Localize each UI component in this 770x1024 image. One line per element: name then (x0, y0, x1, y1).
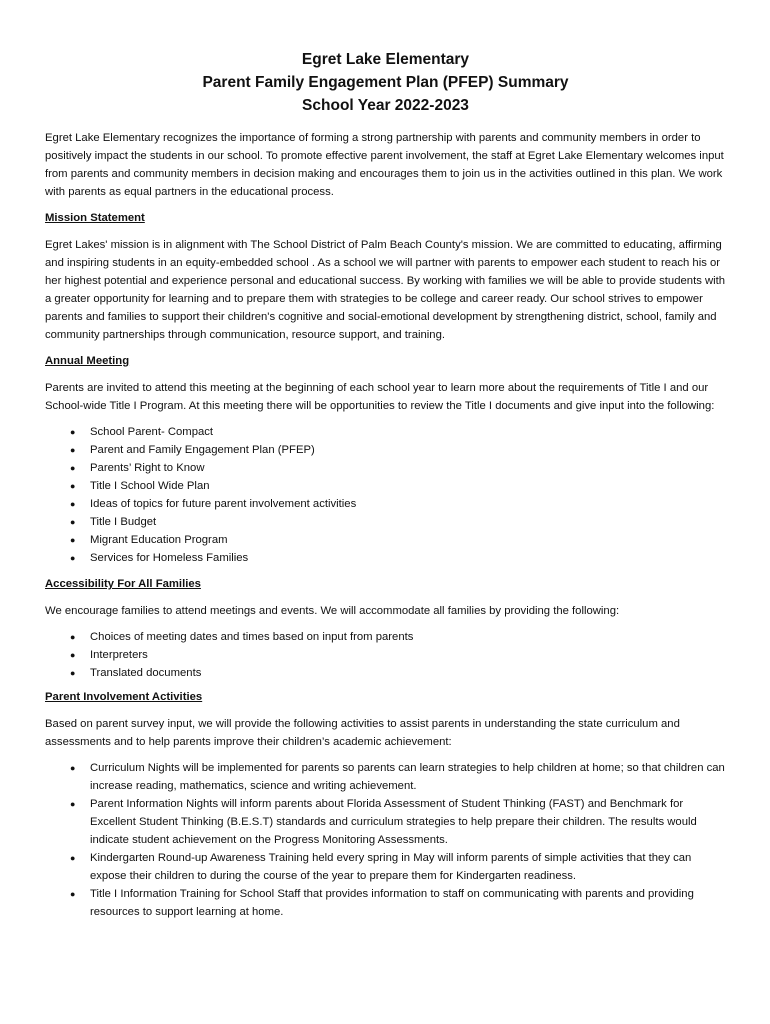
mission-heading: Mission Statement (45, 212, 145, 224)
bullet-icon: ● (70, 481, 76, 491)
annual-meeting-list (45, 423, 726, 567)
list-item: ● Parents’ Right to Know (45, 459, 726, 477)
mission-paragraph: Egret Lakes' mission is in alignment with The School District of Palm Beach County's mission. We are committed to educating, affirming and inspiring students in an equity-embedded school . As a school we will partner with parents to empower each student to reach his or her highest potential and experience personal and educational success. By working with families we will be able to provide students with a greater opportunity for learning and to prepare them with strategies to be college and career ready. Our school strives to empower parents and families to support their children's cognitive and social-emotional development by strengthening district, school, family and community partnerships through communication, resource support, and training. (45, 239, 726, 341)
bullet-icon: ● (70, 499, 76, 509)
bullet-icon: ● (70, 889, 76, 899)
school-name: Egret Lake Elementary (301, 51, 470, 68)
bullet-icon: ● (70, 427, 76, 437)
activities-heading: Parent Involvement Activities (45, 691, 203, 703)
accessibility-heading: Accessibility For All Families (45, 578, 201, 590)
list-item: ● Services for Homeless Families (45, 549, 726, 567)
bullet-icon: ● (70, 535, 76, 545)
list-item: ● Choices of meeting dates and times based on input from parents (45, 628, 726, 646)
intro-paragraph: Egret Lake Elementary recognizes the importance of forming a strong partnership with parents and community members in order to positively impact the students in our school. To promote effective parent involvement, the staff at Egret Lake Elementary welcomes input from parents and community members in decision making and encourages them to join us in the activities outlined in this plan. We work with parents as equal partners in the educational process. (45, 132, 724, 198)
list-item: ● Migrant Education Program (45, 531, 726, 549)
bullet-icon: ● (70, 445, 76, 455)
list-item: ● Curriculum Nights will be implemented for parents so parents can learn strategies to help children at home; so that children can increase reading, mathematics, science and writing achievement. (45, 759, 726, 795)
list-item: ● Parent Information Nights will inform parents about Florida Assessment of Student Thinking (FAST) and Benchmark for Excellent Student Thinking (B.E.S.T) standards and curriculum strategies to help prepare their children. The results would indicate student achievement on the Progress Monitoring Assessments. (45, 795, 726, 849)
list-item: ● School Parent- Compact (45, 423, 726, 441)
school-year: School Year 2022-2023 (302, 97, 469, 114)
annual-meeting-paragraph: Parents are invited to attend this meeting at the beginning of each school year to learn more about the requirements of Title I and our School-wide Title I Program. At this meeting there will be opportunities to review the Title I documents and give input into the following: (45, 382, 715, 412)
list-item: ● Interpreters (45, 646, 726, 664)
bullet-icon: ● (70, 763, 76, 773)
bullet-icon: ● (70, 632, 76, 642)
activities-paragraph: Based on parent survey input, we will provide the following activities to assist parents in understanding the state curriculum and assessments and to help parents improve their children’s academic achievement: (45, 718, 680, 748)
bullet-icon: ● (70, 650, 76, 660)
bullet-icon: ● (70, 553, 76, 563)
bullet-icon: ● (70, 517, 76, 527)
bullet-icon: ● (70, 463, 76, 473)
annual-meeting-heading: Annual Meeting (45, 355, 130, 367)
list-item: ● Translated documents (45, 664, 726, 682)
bullet-icon: ● (70, 668, 76, 678)
list-item: ● Title I School Wide Plan (45, 477, 726, 495)
accessibility-paragraph: We encourage families to attend meetings and events. We will accommodate all families by providing the following: (45, 605, 620, 617)
bullet-icon: ● (70, 799, 76, 809)
list-item: ● Kindergarten Round-up Awareness Training held every spring in May will inform parents of simple activities that they can expose their children to during the course of the year to prepare them for Kindergarten readiness. (45, 849, 726, 885)
title-block (45, 48, 726, 117)
document-title: Parent Family Engagement Plan (PFEP) Summary (202, 74, 569, 91)
list-item: ● Ideas of topics for future parent involvement activities (45, 495, 726, 513)
list-item: ● Title I Information Training for School Staff that provides information to staff on communicating with parents and providing resources to support learning at home. (45, 885, 726, 921)
list-item: ● Title I Budget (45, 513, 726, 531)
activities-list (45, 759, 726, 921)
list-item: ● Parent and Family Engagement Plan (PFEP) (45, 441, 726, 459)
bullet-icon: ● (70, 853, 76, 863)
accessibility-list (45, 628, 726, 682)
